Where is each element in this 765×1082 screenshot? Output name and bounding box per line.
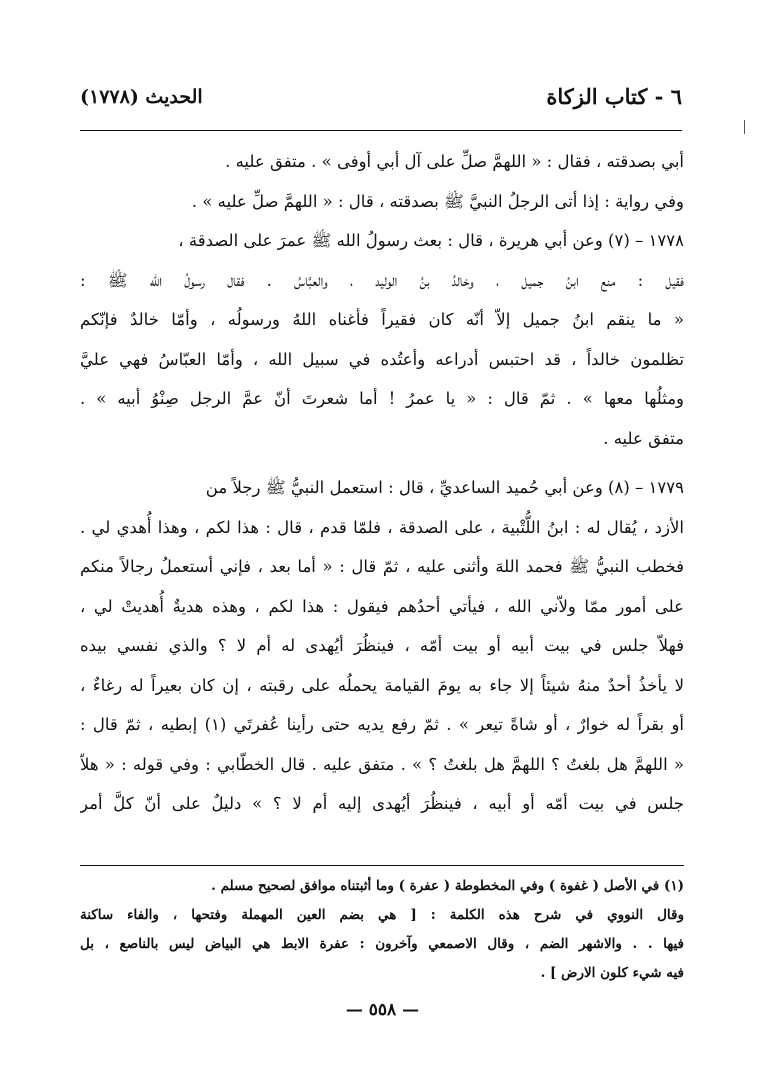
header-divider — [80, 130, 682, 131]
text-line: وفي رواية : إذا أتى الرجلُ النبيَّ ﷺ بصدقته ، قال : « اللهمَّ صلِّ عليه » . — [191, 191, 684, 211]
footnote-line: فيها . . والاشهر الضم ، وقال الاصمعي وآخرون : عفرة الابط هي البياض ليس بالناصع ، بل — [80, 936, 684, 952]
footnote-line: فيه شيء كلون الارض ] . — [540, 965, 684, 981]
main-text — [80, 142, 684, 824]
footnote-line: (١) في الأصل ( غفوة ) وفي المخطوطة ( عفرة ) وما أثبتناه موافق لصحيح مسلم . — [211, 878, 684, 894]
text-line: فقيل : منع ابنُ جميل ، وخالدُ بنُ الوليد ، والعبَّاسُ . فقال رسولُ الله ﷺ : — [80, 270, 684, 290]
text-line: متفق عليه . — [603, 428, 684, 448]
text-line: على أمور ممّا ولاّني الله ، فيأتي أحدُهم فيقول : هذا لكم ، وهذه هديةٌ أُهديتْ لي ، — [80, 596, 684, 616]
page-number: — ٥٥٨ — — [345, 1000, 420, 1020]
text-line: تظلمون خالداً ، قد احتبس أدراعه وأعتُده في سبيل الله ، وأمّا العبّاسُ فهي عليَّ — [80, 349, 684, 369]
paragraph-gap — [80, 458, 684, 468]
text-line: لا يأخذُ أحدٌ منهُ شيئاً إلا جاء به يومَ القيامة يحملُه على رقبته ، إن كان بعيراً له رغاءٌ ، — [80, 675, 684, 695]
footnote-line: وقال النووي في شرح هذه الكلمة : [ هي بضم العين المهملة وفتحها ، والفاء ساكنة — [80, 907, 684, 923]
text-line: ومثلُها معها » . ثمّ قال : « يا عمرُ ! أما شعرتَ أنّ عمَّ الرجل صِنْوُ أبيه » . — [80, 389, 684, 408]
text-line: « ما ينقم ابنُ جميل إلاّ أنّه كان فقيراً فأغناه اللهُ ورسولُه ، وأمّا خالدٌ فإنّكم — [80, 310, 684, 329]
hadith-start-line: ١٧٧٨ – (٧) وعن أبي هريرة ، قال : بعث رسولُ الله ﷺ عمرَ على الصدقة ، — [178, 231, 684, 250]
footnote-divider — [80, 865, 684, 866]
text-line: جلس في بيت أمّه أو أبيه ، فينظُرَ أيُهدى إليه أم لا ؟ » دليلٌ على أنّ كلَّ أمر — [80, 794, 684, 813]
margin-mark — [744, 120, 745, 134]
text-line: فخطب النبيُّ ﷺ فحمد اللهَ وأثنى عليه ، ثمّ قال : « أما بعد ، فإني أستعملُ رجالاً منكم — [80, 557, 684, 576]
text-line: أبي بصدقته ، فقال : « اللهمَّ صلِّ على آل أبي أوفى » . متفق عليه . — [225, 152, 684, 171]
text-line: « اللهمَّ هل بلغتُ ؟ اللهمَّ هل بلغتُ ؟ » . متفق عليه . قال الخطّابي : وفي قوله : « هلاّ — [80, 754, 684, 774]
running-header — [80, 84, 682, 124]
text-line: فهلاّ جلس في بيت أبيه أو بيت أمّه ، فينظُرَ أيُهدى له أم لا ؟ والذي نفسي بيده — [80, 636, 684, 655]
text-line: أو بقراً له خوارٌ ، أو شاةً تيعر » . ثمّ رفع يديه حتى رأينا عُفرتَي (١) إبطيه ، ثمّ قال : — [80, 715, 684, 734]
footnotes — [80, 872, 684, 988]
hadith-reference: الحديث (١٧٧٨) — [80, 86, 203, 108]
hadith-start-line: ١٧٧٩ – (٨) وعن أبي حُميد الساعديِّ ، قال : استعمل النبيُّ ﷺ رجلاً من — [205, 478, 684, 497]
text-line: الأزد ، يُقال له : ابنُ اللُّتْبية ، على الصدقة ، فلمّا قدم ، قال : هذا لكم ، وهذا أُهدي لي . — [80, 517, 684, 537]
book-title: ٦ - كتاب الزكاة — [546, 84, 682, 109]
